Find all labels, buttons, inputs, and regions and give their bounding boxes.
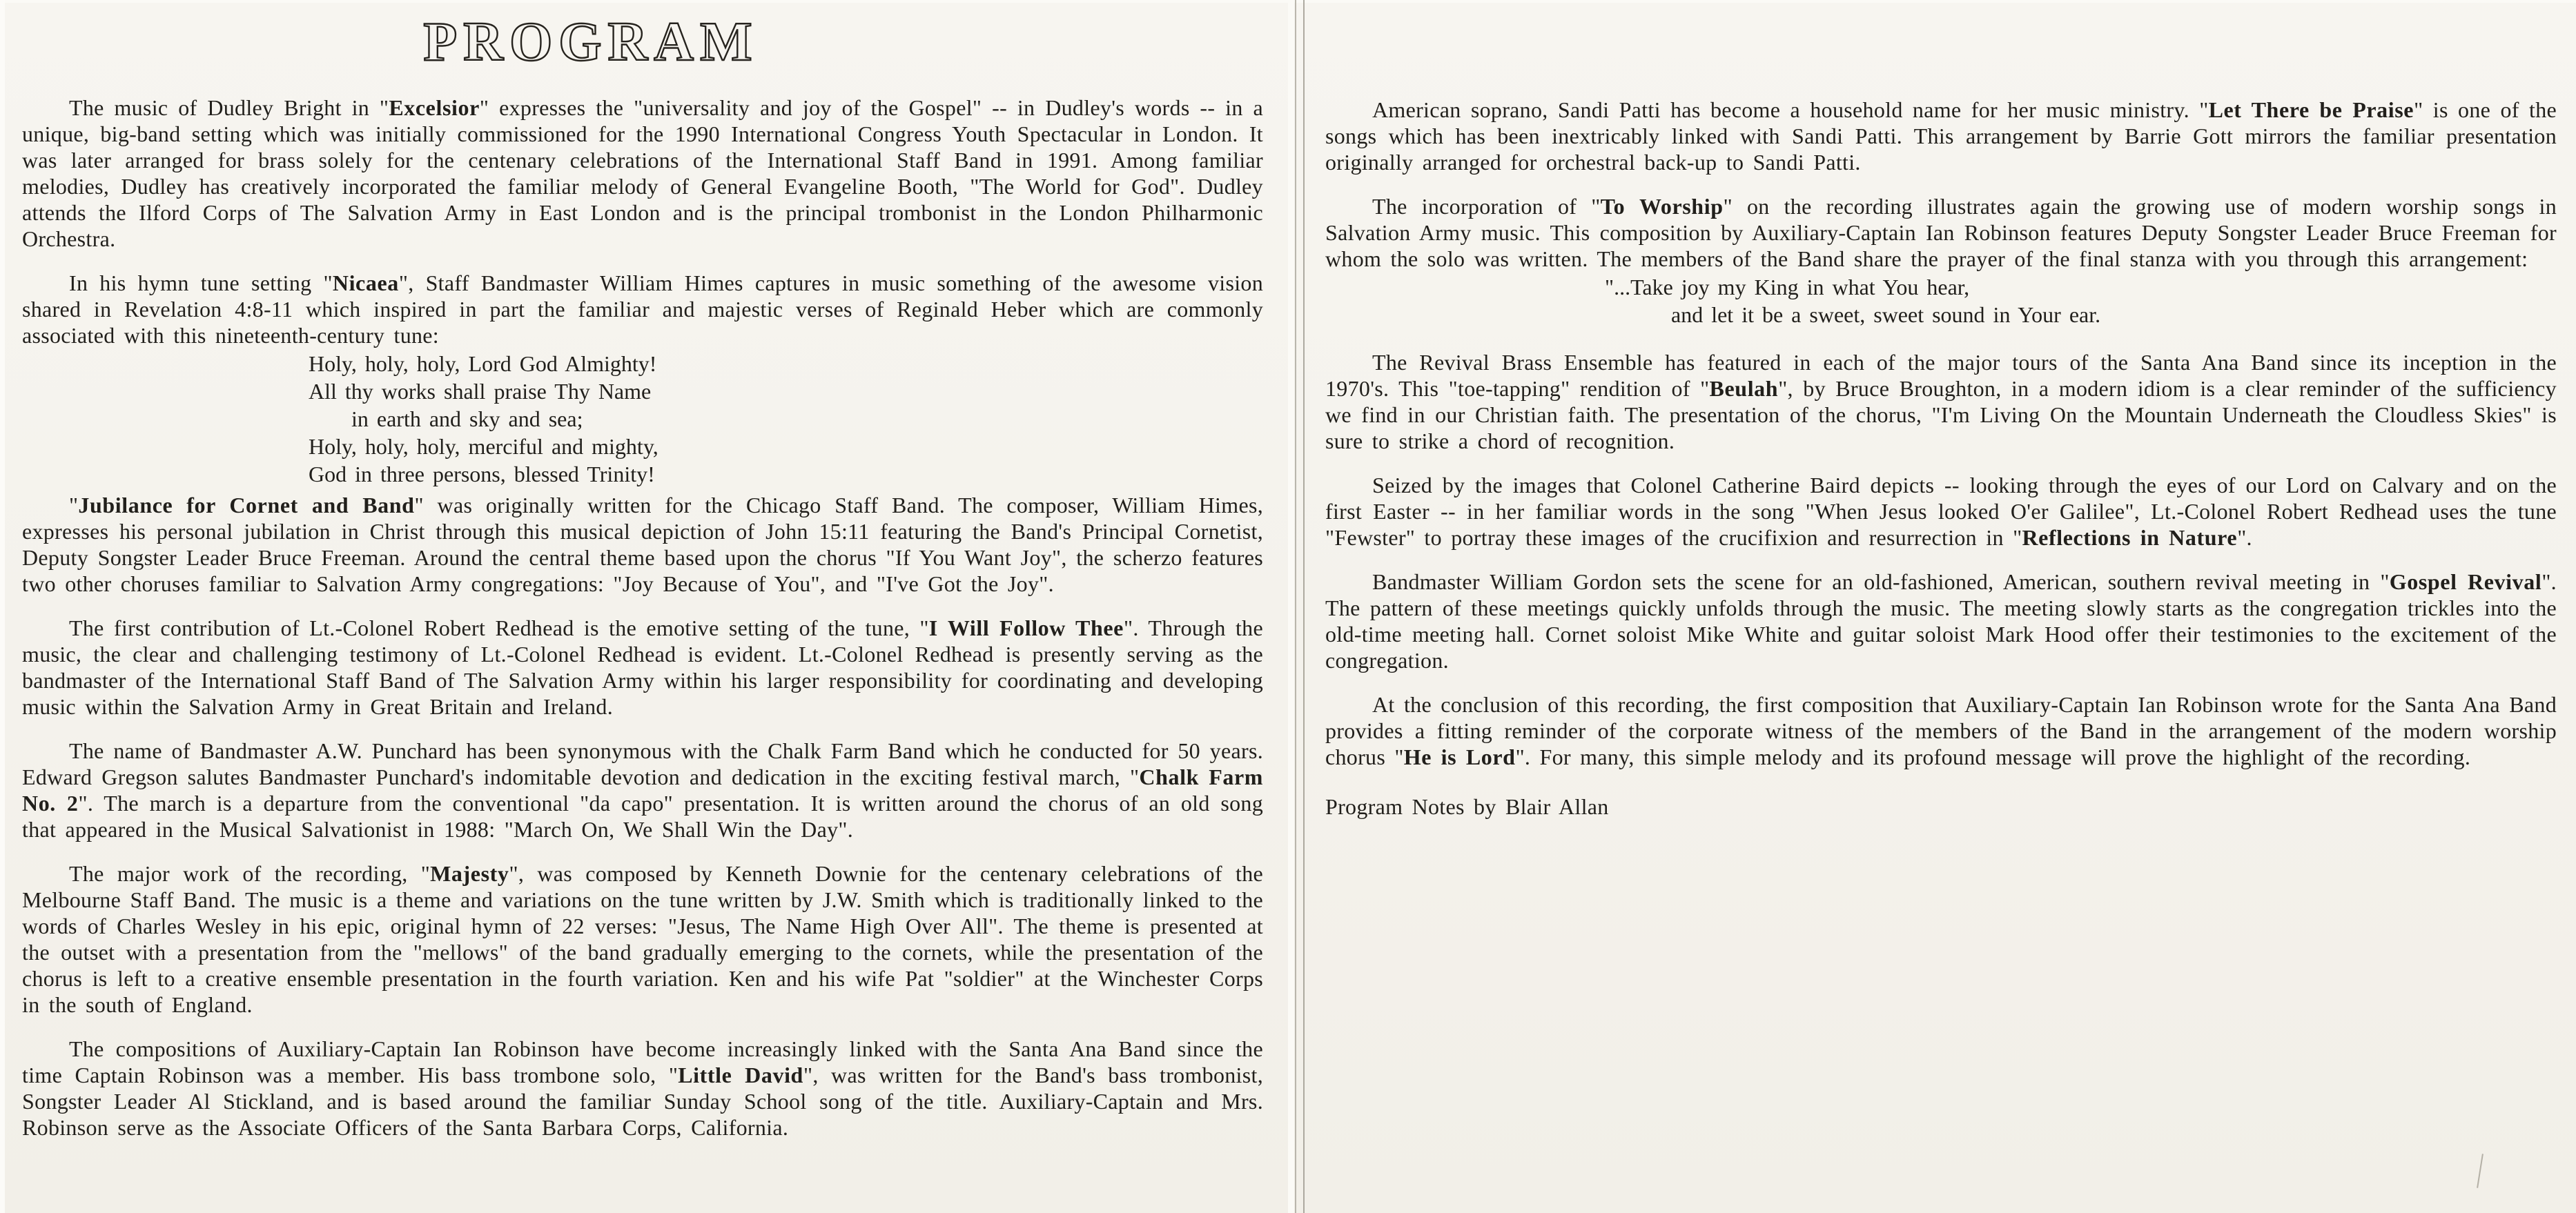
song-title: Reflections in Nature: [2022, 525, 2238, 550]
verse-line: Holy, holy, holy, Lord God Almighty!: [309, 351, 657, 376]
song-title: To Worship: [1600, 194, 1724, 219]
paragraph-text: The Revival Brass Ensemble has featured in each of the major tours of the Santa Ana Band since its inception in the 1970's. This "toe-tapping" rendition of ": [1325, 350, 2557, 401]
paragraph-text: ": [69, 493, 79, 517]
song-title: Majesty: [430, 861, 509, 886]
paragraph-text: The compositions of Auxiliary-Captain Ian Robinson have become increasingly linked with the Santa Ana Band since the time Captain Robinson was a member. His bass trombone solo, ": [22, 1036, 1263, 1087]
paragraph: [22, 615, 1263, 720]
verse-block: [309, 350, 1263, 488]
left-column-text: [22, 95, 1263, 1141]
verse-line: God in three persons, blessed Trinity!: [309, 462, 655, 486]
song-title: Excelsior: [389, 95, 480, 120]
paragraph: [1325, 349, 2557, 454]
verse-line: Holy, holy, holy, merciful and mighty,: [309, 434, 658, 459]
paragraph-text: ", was written for the Band's bass trombonist, Songster Leader Al Stickland, and is based around the familiar Sunday School song of the title. Auxiliary-Captain and Mrs. Robinson serve as the Associate Officers of the Santa Barbara Corps, California.: [22, 1063, 1263, 1140]
paragraph-text: " expresses the "universality and joy of the Gospel" -- in Dudley's words -- in a unique, big-band setting which was initially commissioned for the 1990 International Congress Youth Spectacular in London. It was later arranged for brass solely for the centenary celebrations of the International Staff Band in 1991. Among familiar melodies, Dudley has creatively incorporated the familiar melody of General Evangeline Booth, "The World for God". Dudley attends the Ilford Corps of The Salvation Army in East London and is the principal trombonist in the London Philharmonic Orchestra.: [22, 95, 1263, 251]
paragraph-text: In his hymn tune setting ": [69, 270, 333, 295]
right-column-text: [1325, 97, 2557, 820]
song-title: Nicaea: [332, 270, 399, 295]
scratch-mark: [2477, 1154, 2484, 1188]
paragraph-text: The music of Dudley Bright in ": [69, 95, 389, 120]
song-title: Beulah: [1709, 376, 1779, 401]
song-title: Let There be Praise: [2208, 97, 2414, 122]
paragraph-text: ". Through the music, the clear and challenging testimony of Lt.-Colonel Redhead is evident. Lt.-Colonel Redhead is presently serving as the bandmaster of the International Staff Band of The Salvation Army within his larger responsibility for coordinating and developing music within the Salvation Army in Great Britain and Ireland.: [22, 615, 1263, 719]
fold-seam-highlight: [1288, 0, 1294, 1213]
paragraph: [1325, 793, 2557, 820]
fold-seam-line: [1295, 0, 1296, 1213]
paragraph-text: At the conclusion of this recording, the first composition that Auxiliary-Captain Ian Robinson wrote for the Santa Ana Band provides a fitting reminder of the corporate witness of the members of the Band in the arrangement of the modern worship chorus ": [1325, 692, 2557, 769]
paragraph-text: Seized by the images that Colonel Catherine Baird depicts -- looking through the eyes of our Lord on Calvary and on the first Easter -- in her familiar words in the song "When Jesus looked O'er Galilee", Lt.-Colonel Robert Redhead uses the tune "Fewster" to portray these images of the crucifixion and resurrection in ": [1325, 473, 2557, 550]
paragraph: [22, 860, 1263, 1018]
song-title: Gospel Revival: [2389, 569, 2542, 594]
paragraph-text: The name of Bandmaster A.W. Punchard has been synonymous with the Chalk Farm Band which he conducted for 50 years. Edward Gregson salutes Bandmaster Punchard's indomitable devotion and dedication in the exciting festival march, ": [22, 738, 1263, 789]
paragraph-text: ", was composed by Kenneth Downie for the centenary celebrations of the Melbourne Staff Band. The music is a theme and variations on the tune written by J.W. Smith which is traditionally linked to the words of Charles Wesley in his epic, original hymn of 22 verses: "Jesus, The Name High Over All". The theme is presented at the outset with a presentation from the "mellows" of the band gradually emerging to the cornets, while the presentation of the chorus is left to a creative ensemble presentation in the fourth variation. Ken and his wife Pat "soldier" at the Winchester Corps in the south of England.: [22, 861, 1263, 1017]
paragraph-text: ".: [2237, 525, 2252, 550]
paragraph: [1325, 97, 2557, 175]
song-title: Chalk Farm No. 2: [22, 765, 1264, 816]
verse-line: "...Take joy my King in what You hear,: [1605, 275, 1970, 299]
right-column: [1325, 97, 2557, 838]
page-title: PROGRAM: [423, 12, 759, 72]
verse-block: [1605, 273, 2557, 328]
paragraph-text: The first contribution of Lt.-Colonel Robert Redhead is the emotive setting of the tune, ": [69, 615, 929, 640]
paragraph: [1325, 193, 2557, 272]
song-title: I Will Follow Thee: [928, 615, 1124, 640]
paragraph-text: The major work of the recording, ": [69, 861, 431, 886]
paragraph: [22, 492, 1263, 597]
paragraph-text: Bandmaster William Gordon sets the scene for an old-fashioned, American, southern revival meeting in ": [1372, 569, 2390, 594]
verse-line: in earth and sky and sea;: [351, 406, 583, 431]
paragraph-text: " on the recording illustrates again the growing use of modern worship songs in Salvation Army music. This composition by Auxiliary-Captain Ian Robinson features Deputy Songster Leader Bruce Freeman for whom the solo was written. The members of the Band share the prayer of the final stanza with you through this arrangement:: [1325, 194, 2557, 271]
paragraph: [1325, 691, 2557, 770]
fold-seam-line: [1303, 0, 1305, 1213]
paragraph-text: " is one of the songs which has been inextricably linked with Sandi Patti. This arrangement by Barrie Gott mirrors the familiar presentation originally arranged for orchestral back-up to Sandi Patti.: [1325, 97, 2557, 175]
paragraph-text: ". For many, this simple melody and its profound message will prove the highlight of the recording.: [1515, 744, 2471, 769]
song-title: Jubilance for Cornet and Band: [78, 493, 415, 517]
scan-edge-left: [0, 0, 5, 1213]
paragraph-text: ". The march is a departure from the conventional "da capo" presentation. It is written around the chorus of an old song that appeared in the Musical Salvationist in 1988: "March On, We Shall Win the Day".: [22, 791, 1264, 842]
paragraph: [1325, 569, 2557, 673]
verse-line: All thy works shall praise Thy Name: [309, 379, 652, 404]
verse-line: and let it be a sweet, sweet sound in Your ear.: [1671, 302, 2101, 327]
paragraph: [22, 270, 1263, 348]
song-title: Little David: [678, 1063, 803, 1087]
paragraph-text: American soprano, Sandi Patti has become a household name for her music ministry. ": [1372, 97, 2209, 122]
paragraph-text: Program Notes by Blair Allan: [1325, 794, 1609, 819]
left-column: [22, 0, 1263, 1158]
paragraph: [22, 95, 1263, 252]
paragraph: [22, 1036, 1263, 1141]
paragraph-text: ". The pattern of these meetings quickly unfolds through the music. The meeting slowly starts as the congregation trickles into the old-time meeting hall. Cornet soloist Mike White and guitar soloist Mark Hood offer their testimonies to the excitement of the congregation.: [1325, 569, 2557, 673]
paragraph-text: ", Staff Bandmaster William Himes captures in music something of the awesome vision shared in Revelation 4:8-11 which inspired in part the familiar and majestic verses of Reginald Heber which are commonly associated with this nineteenth-century tune:: [22, 270, 1263, 348]
paragraph-text: " was originally written for the Chicago Staff Band. The composer, William Himes, expresses his personal jubilation in Christ through this musical depiction of John 15:11 featuring the Band's Principal Cornetist, Deputy Songster Leader Bruce Freeman. Around the central theme based upon the chorus "If You Want Joy", the scherzo features two other choruses familiar to Salvation Army congregations: "Joy Because of You", and "I've Got the Joy".: [22, 493, 1263, 596]
paragraph-text: The incorporation of ": [1372, 194, 1601, 219]
paragraph: [22, 738, 1263, 842]
paragraph-text: ", by Bruce Broughton, in a modern idiom is a clear reminder of the sufficiency we find in our Christian faith. The presentation of the chorus, "I'm Living On the Mountain Underneath the Cloudless Skies" is sure to strike a chord of recognition.: [1325, 376, 2557, 453]
song-title: He is Lord: [1403, 744, 1516, 769]
paragraph: [1325, 472, 2557, 551]
